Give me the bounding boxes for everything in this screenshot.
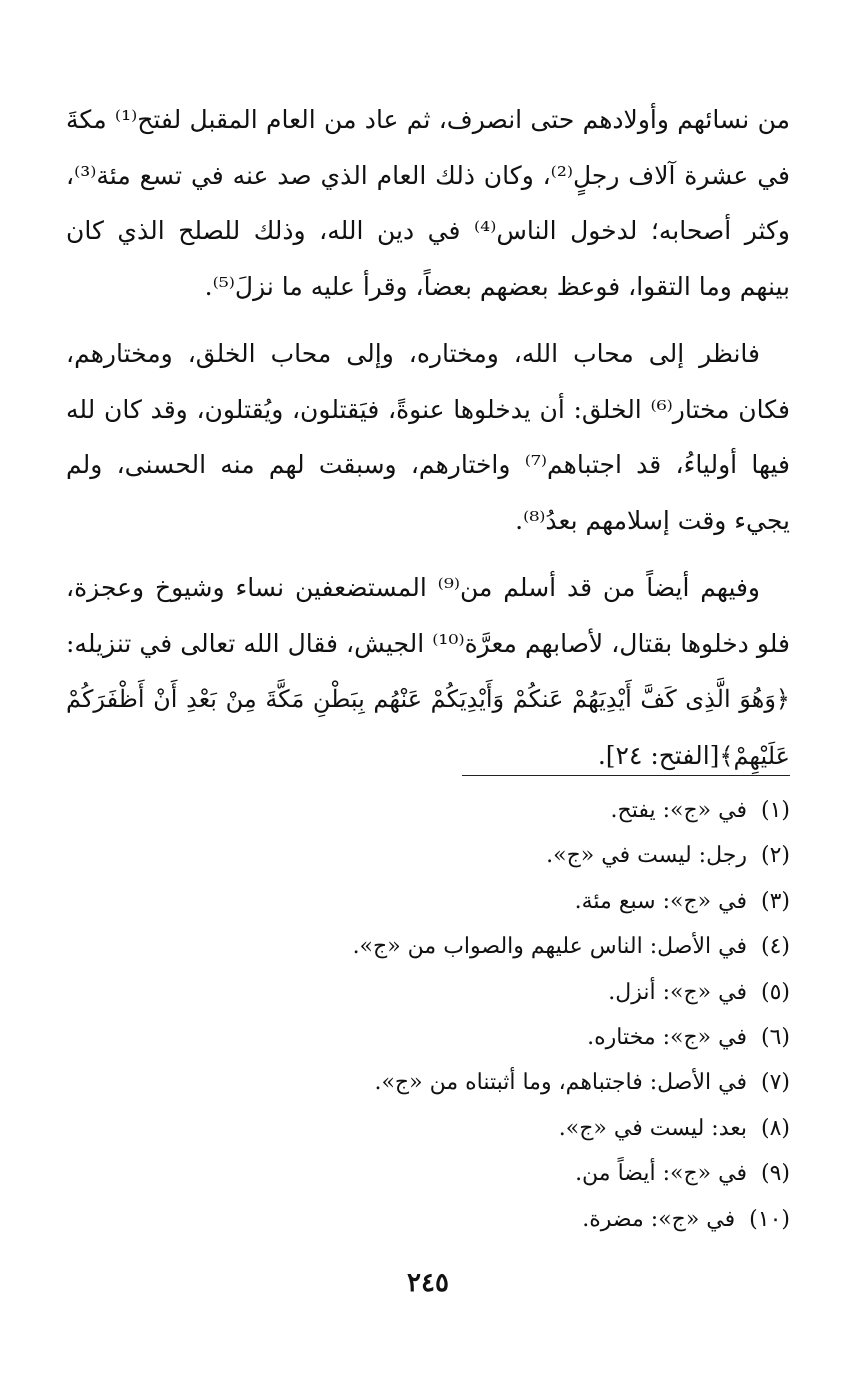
footnote-text: في «ج»: يفتح. xyxy=(610,798,747,823)
footnote-item xyxy=(66,1197,790,1242)
footnote-text: في «ج»: سبع مئة. xyxy=(574,888,747,914)
footnote-number: (٨) xyxy=(760,1115,790,1141)
footnote-item xyxy=(66,1060,790,1105)
footnotes-list xyxy=(66,788,790,1242)
paragraph-2: فانظر إلى محاب الله، ومختاره، وإلى محاب الخلق، ومختارهم، فكان مختار⁽⁶⁾ الخلق: أن يدخلوها عنوةً، فيَقتلون، ويُقتلون، وقد كان لله فيها أولياءُ، قد اجتباهم⁽⁷⁾ واختارهم، وسبقت لهم منه الحسنى، ولم يجيء وقت إسلامهم بعدُ⁽⁸⁾. xyxy=(66,339,790,535)
footnote-number: (١) xyxy=(760,798,790,823)
quran-reference: [الفتح: ٢٤]. xyxy=(597,740,720,770)
footnote-text: في «ج»: أنزل. xyxy=(608,979,747,1005)
footnote-text: في «ج»: مختاره. xyxy=(587,1025,747,1051)
main-text xyxy=(66,92,790,796)
footnote-text: في الأصل: فاجتباهم، وما أثبتناه من «ج». xyxy=(374,1070,747,1096)
footnote-item xyxy=(66,924,790,969)
footnote-number: (٦) xyxy=(760,1025,790,1051)
footnote-number: (٢) xyxy=(760,843,790,869)
footnote-item xyxy=(66,788,790,833)
footnote-text: رجل: ليست في «ج». xyxy=(546,843,747,869)
paragraph-1: من نسائهم وأولادهم حتى انصرف، ثم عاد من العام المقبل لفتح⁽¹⁾ مكةَ في عشرة آلاف رجلٍ⁽²⁾، وكان ذلك العام الذي صد عنه في تسع مئة⁽³⁾، وكثر أصحابه؛ لدخول الناس⁽⁴⁾ في دين الله، وذلك للصلح الذي كان بينهم وما التقوا، فوعظ بعضهم بعضاً، وقرأ عليه ما نزلَ⁽⁵⁾. xyxy=(66,105,791,301)
footnote-number: (٧) xyxy=(760,1070,790,1096)
footnote-item xyxy=(66,970,790,1015)
footnote-number: (٩) xyxy=(760,1161,790,1187)
page-number: ٢٤٥ xyxy=(407,1268,449,1298)
footnote-number: (١٠) xyxy=(749,1206,790,1232)
paragraph-3-text: وفيهم أيضاً من قد أسلم من⁽⁹⁾ المستضعفين نساء وشيوخ وعجزة، فلو دخلوها بقتال، لأصابهم معرَّة⁽¹⁰⁾ الجيش، فقال الله تعالى في تنزيله: xyxy=(66,573,790,658)
footnote-item xyxy=(66,1015,790,1060)
footnote-item xyxy=(66,879,790,924)
footnote-item xyxy=(66,1151,790,1196)
paragraph-3 xyxy=(66,560,790,784)
footnote-text: في «ج»: مضرة. xyxy=(582,1206,736,1232)
footnote-number: (٤) xyxy=(760,934,790,960)
footnote-item xyxy=(66,833,790,878)
footnote-text: في «ج»: أيضاً من. xyxy=(575,1161,747,1187)
footnote-text: في الأصل: الناس عليهم والصواب من «ج». xyxy=(352,934,747,960)
footnote-text: بعد: ليست في «ج». xyxy=(558,1115,747,1141)
footnote-number: (٣) xyxy=(760,888,790,914)
footnote-number: (٥) xyxy=(760,979,790,1005)
quran-verse: ﴿وَهُوَ الَّذِى كَفَّ أَيْدِيَهُمْ عَنكُمْ وَأَيْدِيَكُمْ عَنْهُم بِبَطْنِ مَكَّةَ مِنْ بَعْدِ أَنْ أَظْفَرَكُمْ عَلَيْهِمْ﴾ xyxy=(66,685,790,770)
footnote-item xyxy=(66,1106,790,1151)
footnote-separator xyxy=(462,775,790,776)
